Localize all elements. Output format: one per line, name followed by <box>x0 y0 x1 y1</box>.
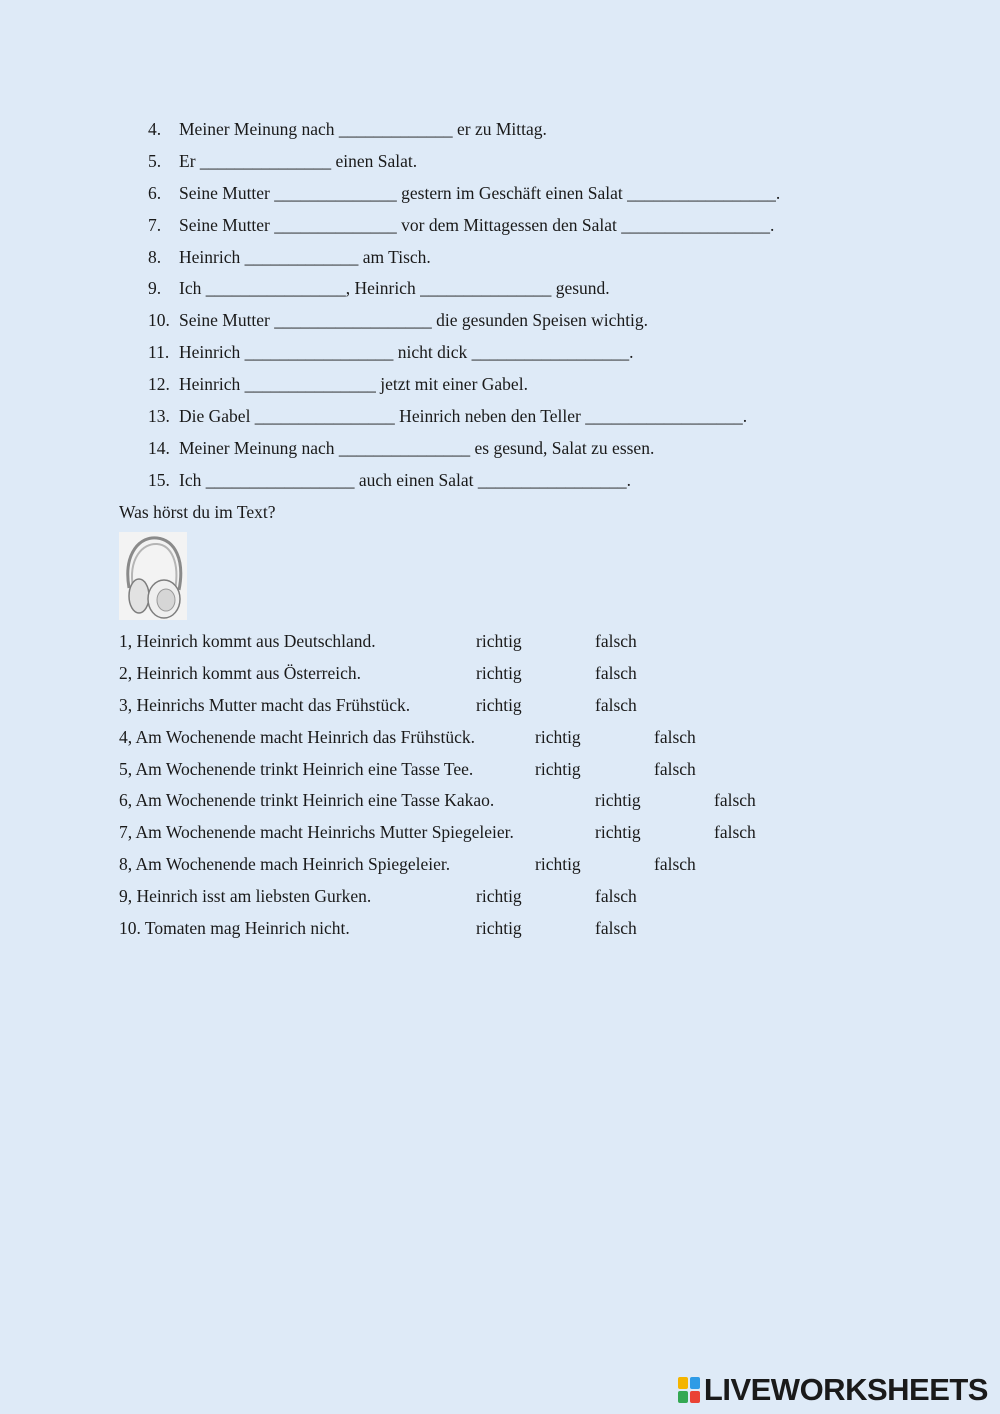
true-false-list <box>119 629 819 948</box>
richtig-option[interactable]: richtig <box>476 694 522 715</box>
gap-item <box>148 213 780 245</box>
gap-item <box>148 245 780 277</box>
gap-item-text: Meiner Meinung nach _______________ es gesund, Salat zu essen. <box>179 437 655 458</box>
gap-item-number: 8. <box>148 246 162 267</box>
falsch-option[interactable]: falsch <box>595 886 637 907</box>
richtig-option[interactable]: richtig <box>535 726 581 747</box>
gap-item-text: Ich ________________, Heinrich _______________ gesund. <box>179 278 610 299</box>
gap-item-text: Seine Mutter __________________ die gesunden Speisen wichtig. <box>179 310 649 331</box>
falsch-option[interactable]: falsch <box>714 790 756 811</box>
gap-item-text: Heinrich _______________ jetzt mit einer Gabel. <box>179 374 528 395</box>
gap-item <box>148 181 780 213</box>
gap-item-text: Seine Mutter ______________ vor dem Mittagessen den Salat _________________. <box>179 214 775 235</box>
gap-item-number: 12. <box>148 374 170 395</box>
gap-item-number: 4. <box>148 119 162 139</box>
liveworksheets-logo <box>678 1373 988 1407</box>
gap-item <box>148 468 780 500</box>
listening-heading: Was hörst du im Text? <box>119 502 276 522</box>
richtig-option[interactable]: richtig <box>535 758 581 779</box>
gap-item <box>148 404 780 436</box>
true-false-row <box>119 852 819 884</box>
falsch-option[interactable]: falsch <box>654 854 696 875</box>
falsch-option[interactable]: falsch <box>595 918 637 939</box>
falsch-option[interactable]: falsch <box>654 726 696 747</box>
gap-item <box>148 149 780 181</box>
richtig-option[interactable]: richtig <box>476 918 522 939</box>
richtig-option[interactable]: richtig <box>476 886 522 907</box>
statement-text: 9, Heinrich isst am liebsten Gurken. <box>119 886 372 907</box>
true-false-row <box>119 757 819 789</box>
falsch-option[interactable]: falsch <box>595 694 637 715</box>
gap-item <box>148 436 780 468</box>
gap-item-text: Die Gabel ________________ Heinrich neben den Teller __________________. <box>179 406 748 427</box>
falsch-option[interactable]: falsch <box>654 758 696 779</box>
falsch-option[interactable]: falsch <box>595 631 637 651</box>
statement-text: 6, Am Wochenende trinkt Heinrich eine Tasse Kakao. <box>119 790 495 811</box>
gap-item-text: Ich _________________ auch einen Salat _________________. <box>179 469 632 490</box>
gap-item <box>148 308 780 340</box>
statement-text: 8, Am Wochenende mach Heinrich Spiegeleier. <box>119 854 451 875</box>
true-false-row <box>119 884 819 916</box>
gap-item-number: 6. <box>148 182 162 203</box>
falsch-option[interactable]: falsch <box>595 662 637 683</box>
true-false-row <box>119 629 819 661</box>
gap-item <box>148 372 780 404</box>
statement-text: 10. Tomaten mag Heinrich nicht. <box>119 918 350 939</box>
logo-mark-cell <box>690 1377 700 1389</box>
richtig-option[interactable]: richtig <box>595 822 641 843</box>
gap-item-number: 14. <box>148 437 170 458</box>
true-false-row <box>119 693 819 725</box>
gap-item-text: Heinrich _____________ am Tisch. <box>179 246 431 267</box>
richtig-option[interactable]: richtig <box>595 790 641 811</box>
headphones-icon-graphic <box>119 532 187 620</box>
richtig-option[interactable]: richtig <box>476 631 522 651</box>
logo-brand-text: LIVEWORKSHEETS <box>703 1372 988 1407</box>
logo-mark-cell <box>678 1391 688 1403</box>
statement-text: 3, Heinrichs Mutter macht das Frühstück. <box>119 694 411 715</box>
true-false-row <box>119 661 819 693</box>
gap-item-text: Meiner Meinung nach _____________ er zu Mittag. <box>179 119 547 139</box>
logo-mark-cell <box>678 1377 688 1389</box>
gap-item-number: 10. <box>148 310 170 331</box>
falsch-option[interactable]: falsch <box>714 822 756 843</box>
liveworksheets-mark-icon <box>678 1377 700 1403</box>
gap-item-number: 9. <box>148 278 162 299</box>
gap-fill-list <box>148 117 780 500</box>
logo-mark-cell <box>690 1391 700 1403</box>
gap-item-text: Heinrich _________________ nicht dick __________________. <box>179 342 634 363</box>
gap-item-number: 15. <box>148 469 170 490</box>
gap-item-number: 13. <box>148 406 170 427</box>
headphones-icon <box>119 532 187 620</box>
gap-item-text: Seine Mutter ______________ gestern im Geschäft einen Salat _________________. <box>179 182 781 203</box>
richtig-option[interactable]: richtig <box>476 662 522 683</box>
gap-item <box>148 276 780 308</box>
true-false-row <box>119 916 819 948</box>
statement-text: 4, Am Wochenende macht Heinrich das Frühstück. <box>119 726 475 747</box>
gap-item-number: 5. <box>148 150 162 171</box>
gap-item-number: 7. <box>148 214 162 235</box>
gap-item <box>148 117 780 149</box>
statement-text: 2, Heinrich kommt aus Österreich. <box>119 662 362 683</box>
richtig-option[interactable]: richtig <box>535 854 581 875</box>
gap-item <box>148 340 780 372</box>
true-false-row <box>119 788 819 820</box>
statement-text: 7, Am Wochenende macht Heinrichs Mutter Spiegeleier. <box>119 822 514 843</box>
statement-text: 1, Heinrich kommt aus Deutschland. <box>119 631 376 651</box>
true-false-row <box>119 820 819 852</box>
statement-text: 5, Am Wochenende trinkt Heinrich eine Tasse Tee. <box>119 758 474 779</box>
gap-item-text: Er _______________ einen Salat. <box>179 150 418 171</box>
true-false-row <box>119 725 819 757</box>
gap-item-number: 11. <box>148 342 170 363</box>
